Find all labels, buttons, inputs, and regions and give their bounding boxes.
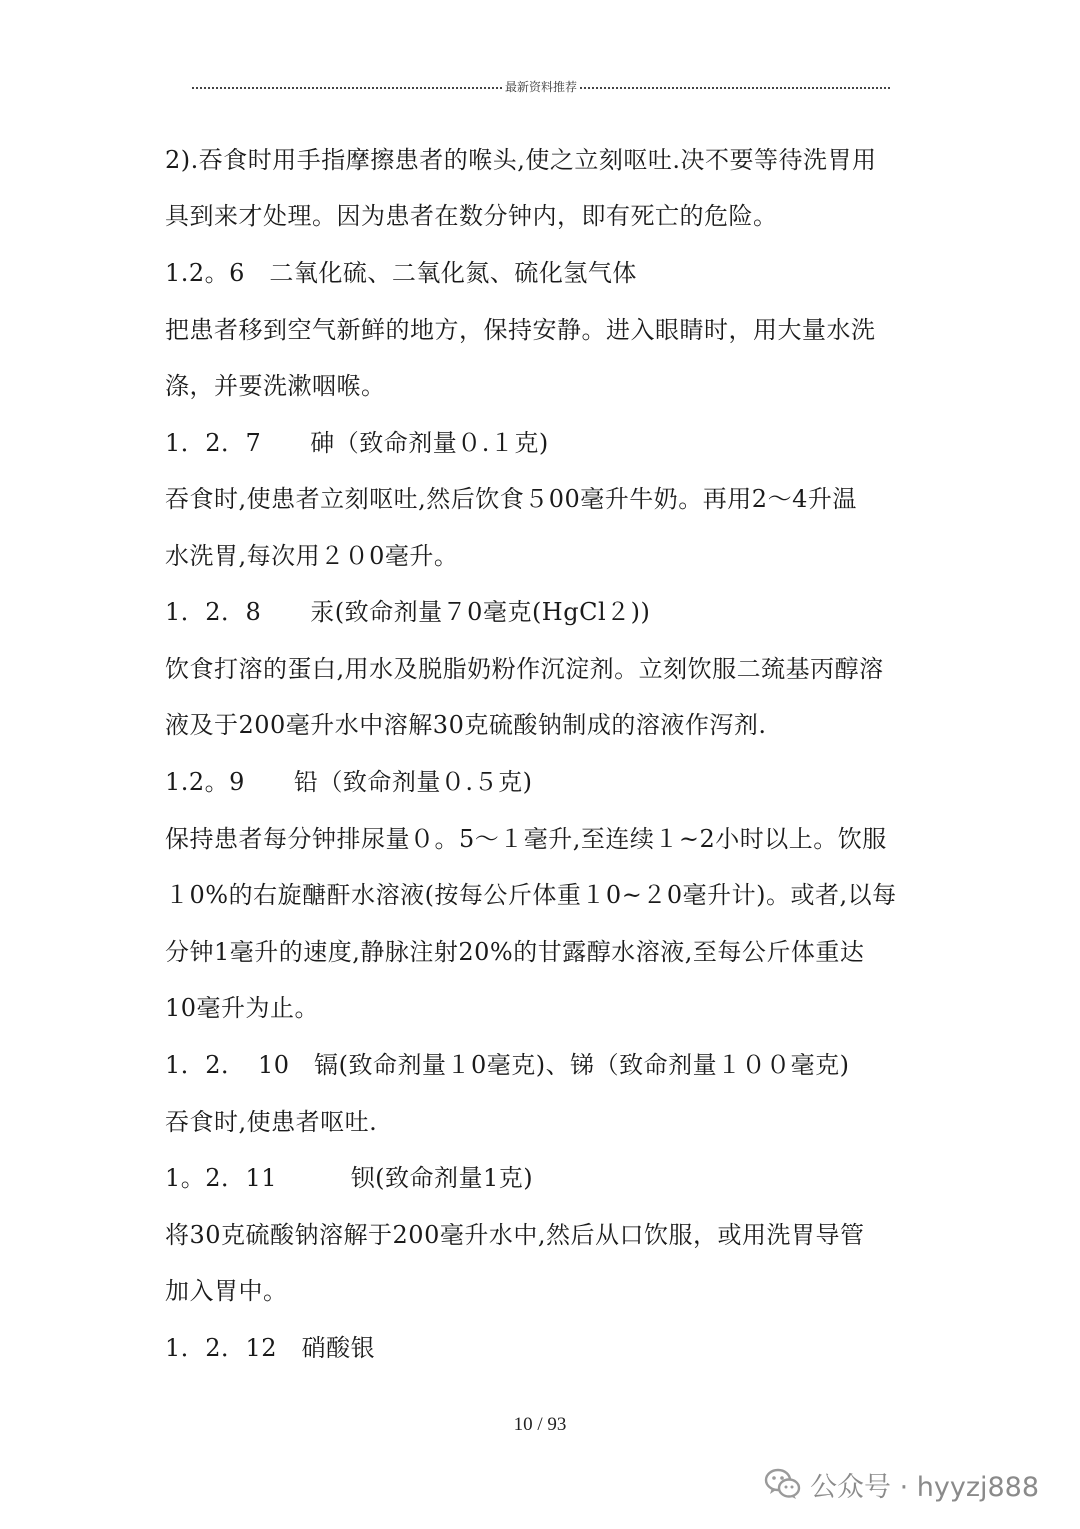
body-line: 把患者移到空气新鲜的地方，保持安静。进入眼睛时，用大量水洗 xyxy=(165,316,876,344)
watermark xyxy=(764,1462,1039,1506)
body-line: 液及于200毫升水中溶解30克硫酸钠制成的溶液作泻剂. xyxy=(165,711,767,739)
header-dotted-rule-right xyxy=(580,87,890,89)
section-heading: 1.2。6 二氧化硫、二氧化氮、硫化氢气体 xyxy=(165,259,637,287)
header-title: 最新资料推荐 xyxy=(505,79,578,94)
section-heading: 1．2． 10 镉(致命剂量１0毫克)、锑（致命剂量１００毫克) xyxy=(165,1051,850,1079)
body-line: 2).吞食时用手指摩擦患者的喉头,使之立刻呕吐.决不要等待洗胃用 xyxy=(165,146,877,174)
body-line: 保持患者每分钟排尿量０。5～１毫升,至连续１~2小时以上。饮服 xyxy=(165,825,887,853)
body-line: 吞食时,使患者立刻呕吐,然后饮食５00毫升牛奶。再用2～4升温 xyxy=(165,485,857,513)
header-dotted-rule-left xyxy=(192,87,502,89)
body-line: 饮食打溶的蛋白,用水及脱脂奶粉作沉淀剂。立刻饮服二巯基丙醇溶 xyxy=(165,655,884,683)
page-header xyxy=(192,76,890,96)
wechat-icon xyxy=(764,1467,802,1501)
body-line: 加入胃中。 xyxy=(165,1277,288,1305)
section-heading: 1．2．7 砷（致命剂量０.１克) xyxy=(165,429,549,457)
body-line: 具到来才处理。因为患者在数分钟内，即有死亡的危险。 xyxy=(165,202,778,230)
body-line: 涤，并要洗漱咽喉。 xyxy=(165,372,386,400)
watermark-text: 公众号 · hyyzj888 xyxy=(810,1471,1040,1503)
body-line: 将30克硫酸钠溶解于200毫升水中,然后从口饮服，或用洗胃导管 xyxy=(165,1221,865,1249)
body-line: 水洗胃,每次用２０0毫升。 xyxy=(165,542,459,570)
section-heading: 1．2．8 汞(致命剂量７0毫克(HgCl２)) xyxy=(165,598,651,626)
page-number: 10 / 93 xyxy=(513,1414,567,1435)
section-heading: 1.2。9 铅（致命剂量０.５克) xyxy=(165,768,533,796)
body-line: 分钟1毫升的速度,静脉注射20%的甘露醇水溶液,至每公斤体重达 xyxy=(165,938,865,966)
section-heading: 1。2．11 钡(致命剂量1克) xyxy=(165,1164,534,1192)
body-line: 吞食时,使患者呕吐. xyxy=(165,1108,378,1136)
body-line: 10毫升为止。 xyxy=(165,994,320,1022)
section-heading: 1．2．12 硝酸银 xyxy=(165,1334,376,1362)
body-line: １0%的右旋醣酐水溶液(按每公斤体重１0~２0毫升计)。或者,以每 xyxy=(165,881,897,909)
